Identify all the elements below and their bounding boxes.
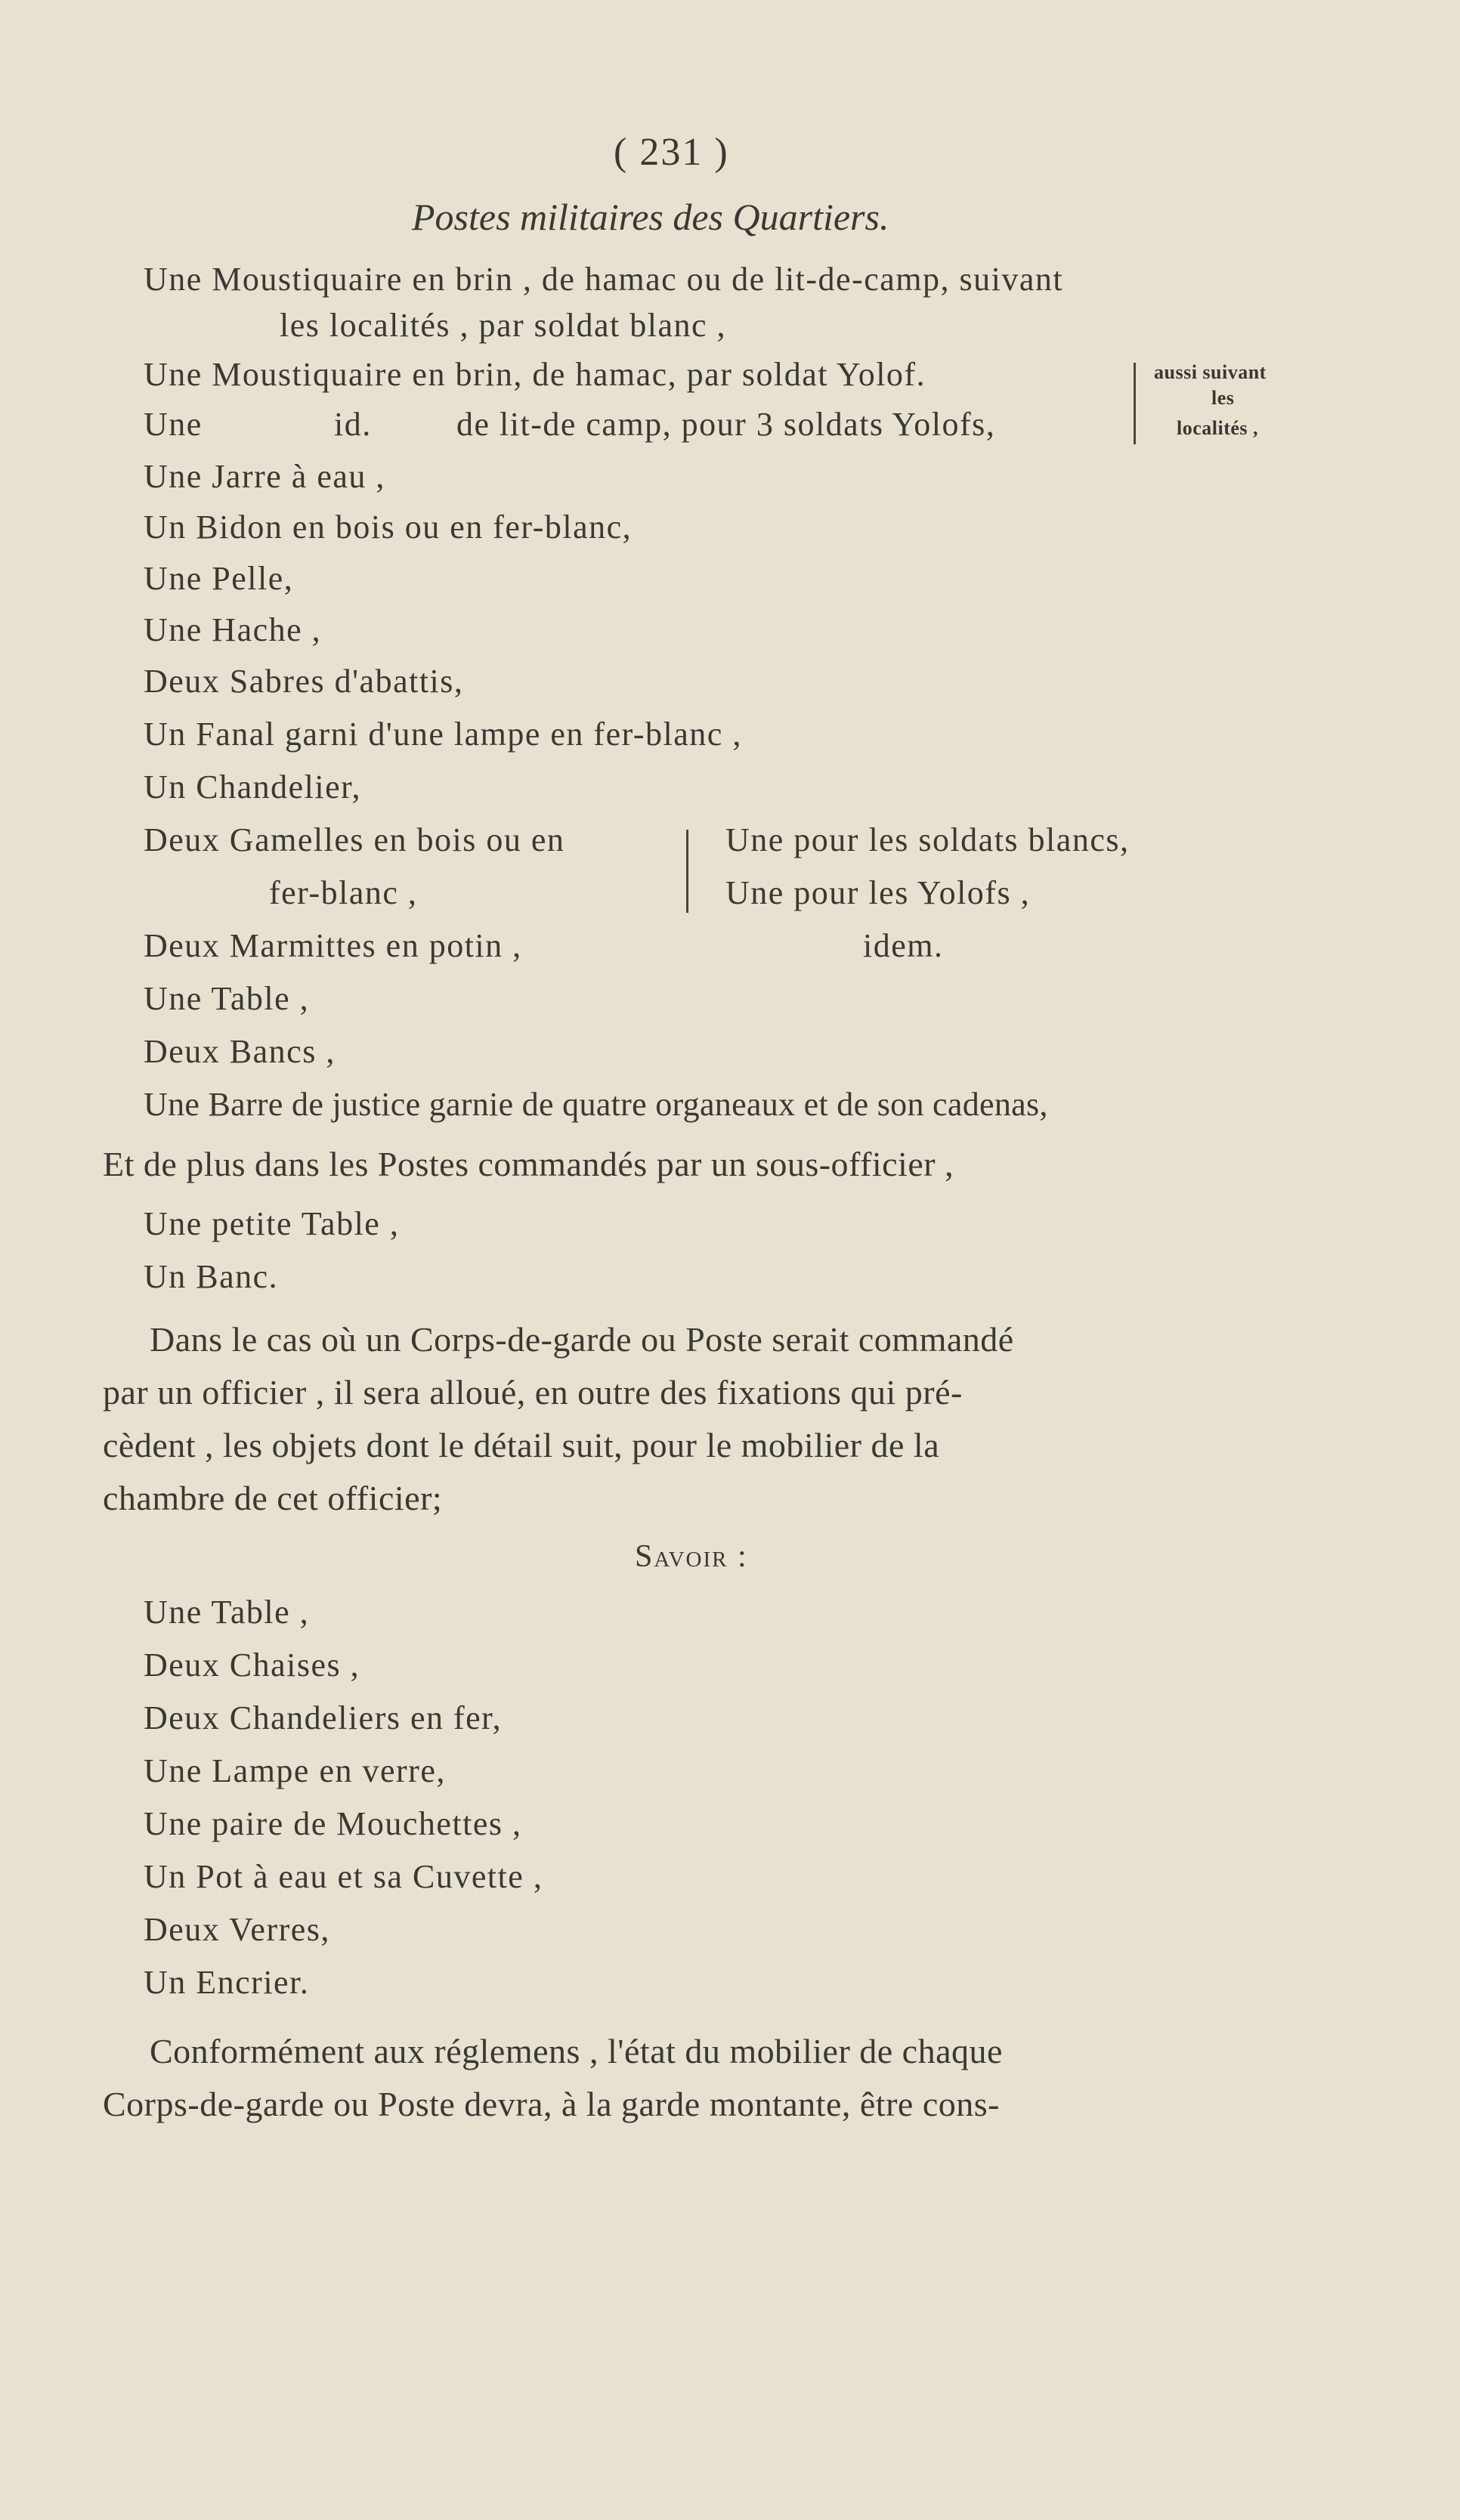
list-item-detail: Une pour les Yolofs , [725,874,1031,911]
list-item: Une petite Table , [144,1205,400,1242]
list-item-ditto: id. [334,406,372,443]
list-item: Une Table , [144,1594,310,1631]
side-note: les [1211,387,1235,409]
list-item: Un Pot à eau et sa Cuvette , [144,1858,543,1895]
list-item: Une paire de Mouchettes , [144,1805,522,1842]
section-heading: Savoir : [635,1539,748,1574]
list-item-continuation: fer-blanc , [269,874,418,911]
list-item: Une Moustiquaire en brin , de hamac ou de lit-de-camp, suivant [144,261,1064,298]
list-item: Un Banc. [144,1258,279,1295]
list-item: Une Barre de justice garnie de quatre organeaux et de son cadenas, [144,1086,1048,1123]
brace-mark [686,830,688,913]
paragraph-line: chambre de cet officier; [103,1479,443,1517]
paragraph-line: cèdent , les objets dont le détail suit, pour le mobilier de la [103,1426,940,1464]
side-note: aussi suivant [1154,361,1267,383]
list-item: Deux Verres, [144,1911,330,1948]
list-item: Deux Chaises , [144,1647,360,1684]
list-item: Deux Gamelles en bois ou en [144,821,565,858]
list-item: de lit-de camp, pour 3 soldats Yolofs, [456,406,996,443]
list-item: Deux Sabres d'abattis, [144,663,464,700]
list-item: Une Lampe en verre, [144,1752,446,1789]
list-item: Une Hache , [144,611,322,648]
list-item: Une Moustiquaire en brin, de hamac, par soldat Yolof. [144,356,926,393]
list-item: Deux Chandeliers en fer, [144,1699,503,1736]
paragraph-line: Dans le cas où un Corps-de-garde ou Poste serait commandé [150,1320,1014,1359]
list-item-detail: idem. [863,927,944,964]
paragraph-line: par un officier , il sera alloué, en outre des fixations qui pré- [103,1373,963,1412]
list-item-detail: Une pour les soldats blancs, [725,821,1130,858]
list-item: Une Pelle, [144,560,294,597]
list-item: Un Fanal garni d'une lampe en fer-blanc , [144,716,742,753]
list-item-continuation: les localités , par soldat blanc , [280,307,727,344]
brace-mark [1134,363,1136,444]
list-item: Deux Marmittes en potin , [144,927,522,964]
side-note: localités , [1177,417,1259,439]
list-item: Un Bidon en bois ou en fer-blanc, [144,509,633,546]
page-number: ( 231 ) [614,131,729,174]
list-item: Une Table , [144,980,310,1017]
list-item: Un Encrier. [144,1964,310,2001]
paragraph-line: Corps-de-garde ou Poste devra, à la garde montante, être cons- [103,2085,1000,2123]
list-item: Une Jarre à eau , [144,458,385,495]
list-item: Un Chandelier, [144,768,362,805]
list-item: Une [144,406,203,443]
paragraph-line: Et de plus dans les Postes commandés par un sous-officier , [103,1145,954,1183]
paragraph-line: Conformément aux réglemens , l'état du mobilier de chaque [150,2032,1003,2070]
list-item: Deux Bancs , [144,1033,336,1070]
page-title: Postes militaires des Quartiers. [412,196,889,238]
